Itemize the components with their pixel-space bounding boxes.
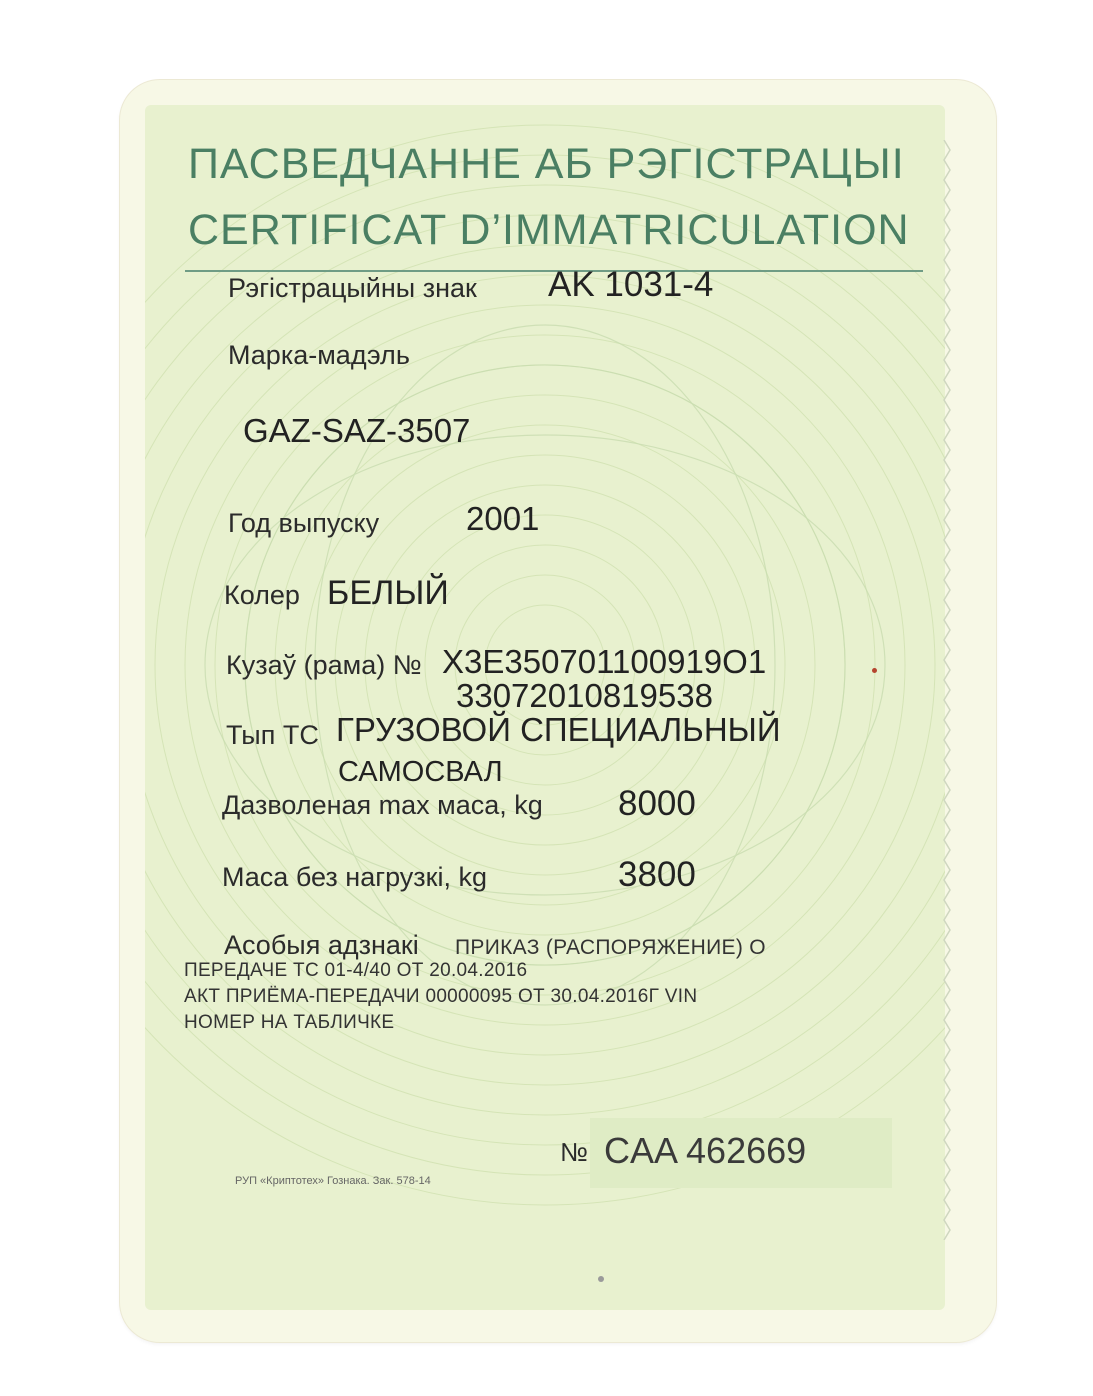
- printer-imprint: РУП «Криптотех» Гознака. Зак. 578-14: [235, 1175, 431, 1187]
- body-label: Кузаў (рама) №: [226, 650, 422, 680]
- vehicle-type-value-line1: ГРУЗОВОЙ СПЕЦИАЛЬНЫЙ: [336, 711, 781, 748]
- vehicle-type-label: Тып ТС: [226, 720, 319, 750]
- notes-label: Асобыя адзнакі: [224, 930, 419, 960]
- empty-mass-value: 3800: [618, 855, 696, 894]
- dust-speck: [598, 1276, 604, 1282]
- ink-speck: [872, 668, 877, 673]
- perforation-edge: [940, 140, 954, 1240]
- year-value: 2001: [466, 500, 540, 537]
- title-belarusian: ПАСВЕДЧАННЕ АБ РЭГІСТРАЦЫІ: [188, 140, 905, 188]
- document-number-prefix: №: [560, 1137, 588, 1167]
- color-value: БЕЛЫЙ: [327, 574, 449, 612]
- registration-label: Рэгістрацыйны знак: [228, 273, 477, 303]
- model-value: GAZ-SAZ-3507: [243, 412, 471, 449]
- registration-value: AK 1031-4: [548, 265, 714, 304]
- vehicle-type-value-line2: САМОСВАЛ: [338, 756, 503, 788]
- empty-mass-label: Маса без нагрузкі, kg: [222, 862, 487, 892]
- notes-line2: ПЕРЕДАЧЕ ТС 01-4/40 ОТ 20.04.2016: [184, 960, 528, 981]
- max-mass-label: Дазволеная max маса, kg: [222, 790, 543, 820]
- document-number-value: CAA 462669: [604, 1130, 807, 1171]
- notes-line4: НОМЕР НА ТАБЛИЧКЕ: [184, 1012, 395, 1033]
- notes-line1: ПРИКАЗ (РАСПОРЯЖЕНИЕ) О: [455, 936, 766, 959]
- notes-line3: АКТ ПРИЁМА-ПЕРЕДАЧИ 00000095 ОТ 30.04.2016Г VIN: [184, 986, 698, 1007]
- year-label: Год выпуску: [228, 508, 380, 538]
- title-french: CERTIFICAT D’IMMATRICULATION: [188, 206, 910, 254]
- body-value-line2: 33072010819538: [456, 677, 713, 714]
- max-mass-value: 8000: [618, 784, 696, 823]
- color-label: Колер: [224, 580, 300, 610]
- body-value-line1: X3E350701100919О1: [442, 643, 767, 680]
- model-label: Марка-мадэль: [228, 340, 410, 370]
